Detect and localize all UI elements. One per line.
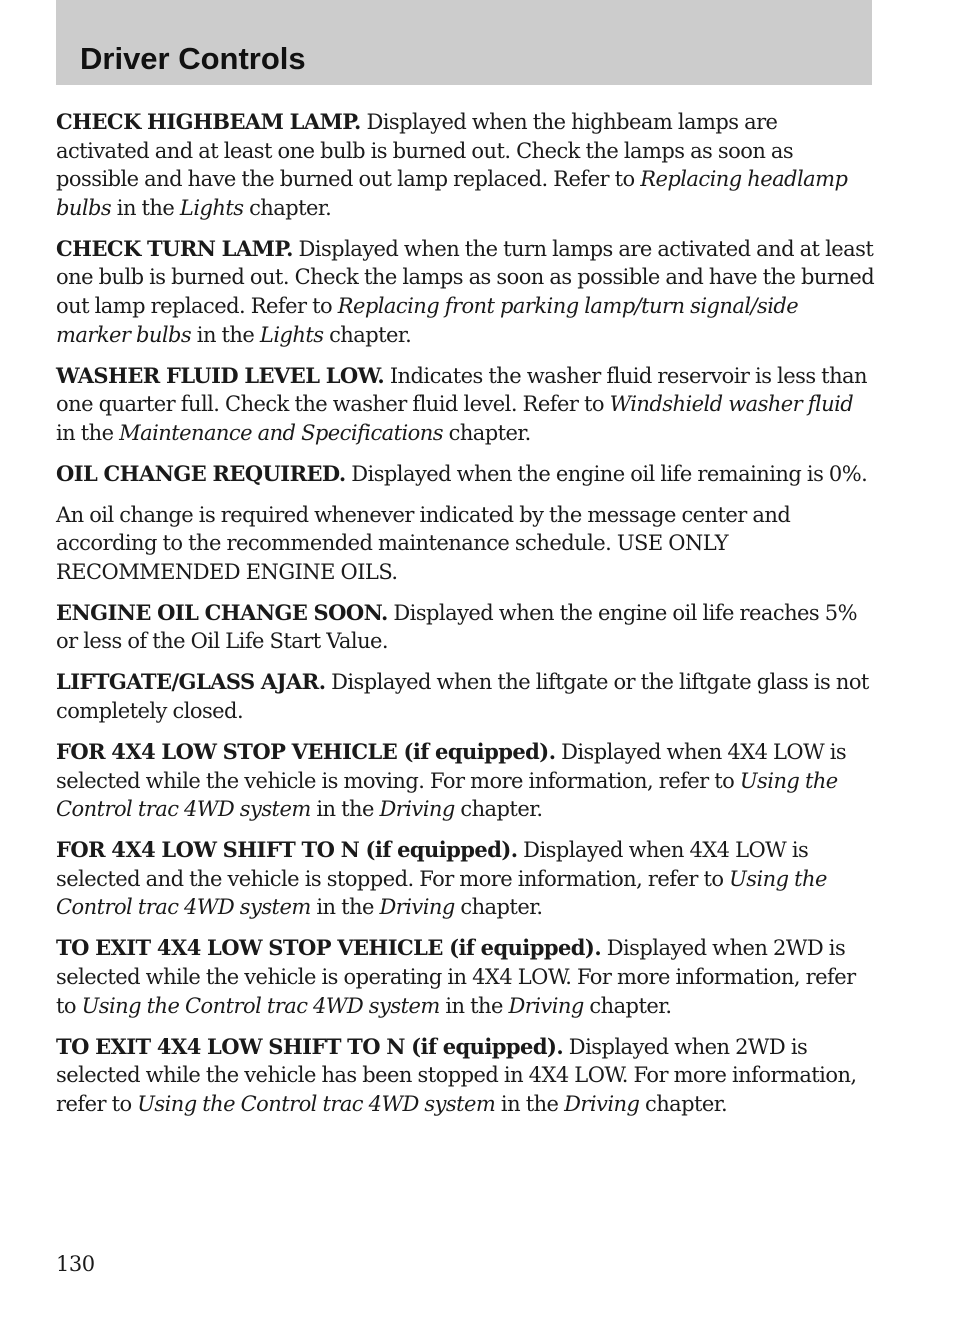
body-text: Displayed when the engine oil life reaches 5% or less of the Oil Life Start Value. — [56, 600, 857, 654]
chapter-reference: Lights — [179, 195, 244, 220]
message-paragraph — [56, 934, 876, 1020]
body-text: chapter. — [243, 195, 332, 220]
body-text: Displayed when 2WD is selected while the vehicle is operating in 4X4 LOW. For more information, refer to — [56, 936, 856, 1018]
body-text: in the — [56, 420, 120, 445]
chapter-reference: Maintenance and Specifications — [119, 420, 443, 445]
chapter-reference: Using the Control trac 4WD system — [137, 1091, 496, 1116]
chapter-reference: Using the Control trac 4WD system — [81, 993, 440, 1018]
body-text: in the — [310, 895, 380, 920]
chapter-reference: Replacing headlamp bulbs — [56, 167, 848, 220]
message-heading: WASHER FLUID LEVEL LOW. — [56, 362, 385, 388]
body-text: An oil change is required whenever indicated by the message center and according to the recommended maintenance schedule. USE ONLY RECOMMENDED ENGINE OILS. — [56, 502, 791, 584]
message-heading: OIL CHANGE REQUIRED. — [56, 460, 346, 486]
chapter-reference: Driving — [564, 1091, 640, 1116]
body-text: Displayed when the engine oil life remaining is 0%. — [345, 461, 868, 486]
body-text: Displayed when 4X4 LOW is selected and the vehicle is stopped. For more information, refer to — [56, 838, 809, 891]
section-title: Driver Controls — [80, 41, 306, 76]
body-text: chapter. — [454, 797, 543, 822]
message-paragraph — [56, 362, 876, 448]
body-text: in the — [310, 797, 380, 822]
section-header-band — [56, 0, 872, 85]
chapter-reference: Using the Control trac 4WD system — [56, 866, 827, 920]
message-paragraph — [56, 460, 876, 489]
body-text: in the — [495, 1091, 565, 1116]
chapter-reference: Driving — [508, 993, 584, 1018]
body-text: Displayed when the turn lamps are activated and at least one bulb is burned out. Check the lamps as soon as possible and have the burned out lamp replaced. Refer to — [56, 236, 875, 318]
message-paragraph — [56, 235, 876, 349]
chapter-reference: Driving — [379, 895, 455, 920]
message-paragraph — [56, 836, 876, 922]
chapter-reference: Windshield washer fluid — [609, 392, 854, 417]
message-paragraph — [56, 599, 876, 656]
body-text: in the — [439, 993, 509, 1018]
message-paragraph — [56, 668, 876, 725]
body-text: in the — [191, 322, 260, 347]
body-text: chapter. — [454, 895, 543, 920]
body-text: Displayed when 4X4 LOW is selected while the vehicle is moving. For more information, refer to — [56, 740, 847, 793]
message-paragraph — [56, 738, 876, 824]
chapter-reference: Driving — [379, 797, 455, 822]
message-heading: ENGINE OIL CHANGE SOON. — [56, 599, 388, 625]
body-text: chapter. — [442, 420, 531, 445]
body-text: Displayed when the liftgate or the liftgate glass is not completely closed. — [56, 670, 869, 724]
body-text: chapter. — [583, 993, 672, 1018]
body-text: Displayed when the highbeam lamps are activated and at least one bulb is burned out. Check the lamps as soon as possible and have the burned out lamp replaced. Refer to — [56, 110, 794, 192]
body-text: chapter. — [639, 1091, 728, 1116]
message-heading: LIFTGATE/GLASS AJAR. — [56, 669, 326, 695]
message-heading: TO EXIT 4X4 LOW STOP VEHICLE (if equipped). — [56, 935, 602, 961]
body-text: chapter. — [323, 322, 412, 347]
chapter-reference: Lights — [259, 322, 324, 347]
message-paragraph — [56, 1033, 876, 1119]
chapter-reference: Using the Control trac 4WD system — [56, 768, 838, 822]
body-text: Indicates the washer fluid reservoir is less than one quarter full. Check the washer fluid level. Refer to — [56, 363, 867, 417]
message-heading: CHECK TURN LAMP. — [56, 235, 293, 261]
message-paragraph — [56, 108, 876, 222]
message-heading: FOR 4X4 LOW SHIFT TO N (if equipped). — [56, 837, 518, 863]
body-text: in the — [111, 195, 180, 220]
message-descriptions — [56, 108, 876, 1131]
message-heading: CHECK HIGHBEAM LAMP. — [56, 109, 361, 134]
body-text: Displayed when 2WD is selected while the vehicle has been stopped in 4X4 LOW. For more information, refer to — [56, 1034, 857, 1116]
chapter-reference: Replacing front parking lamp/turn signal/side marker bulbs — [56, 293, 799, 347]
message-paragraph — [56, 501, 876, 587]
message-heading: TO EXIT 4X4 LOW SHIFT TO N (if equipped). — [56, 1033, 564, 1059]
page-number: 130 — [56, 1252, 95, 1276]
message-heading: FOR 4X4 LOW STOP VEHICLE (if equipped). — [56, 739, 556, 765]
